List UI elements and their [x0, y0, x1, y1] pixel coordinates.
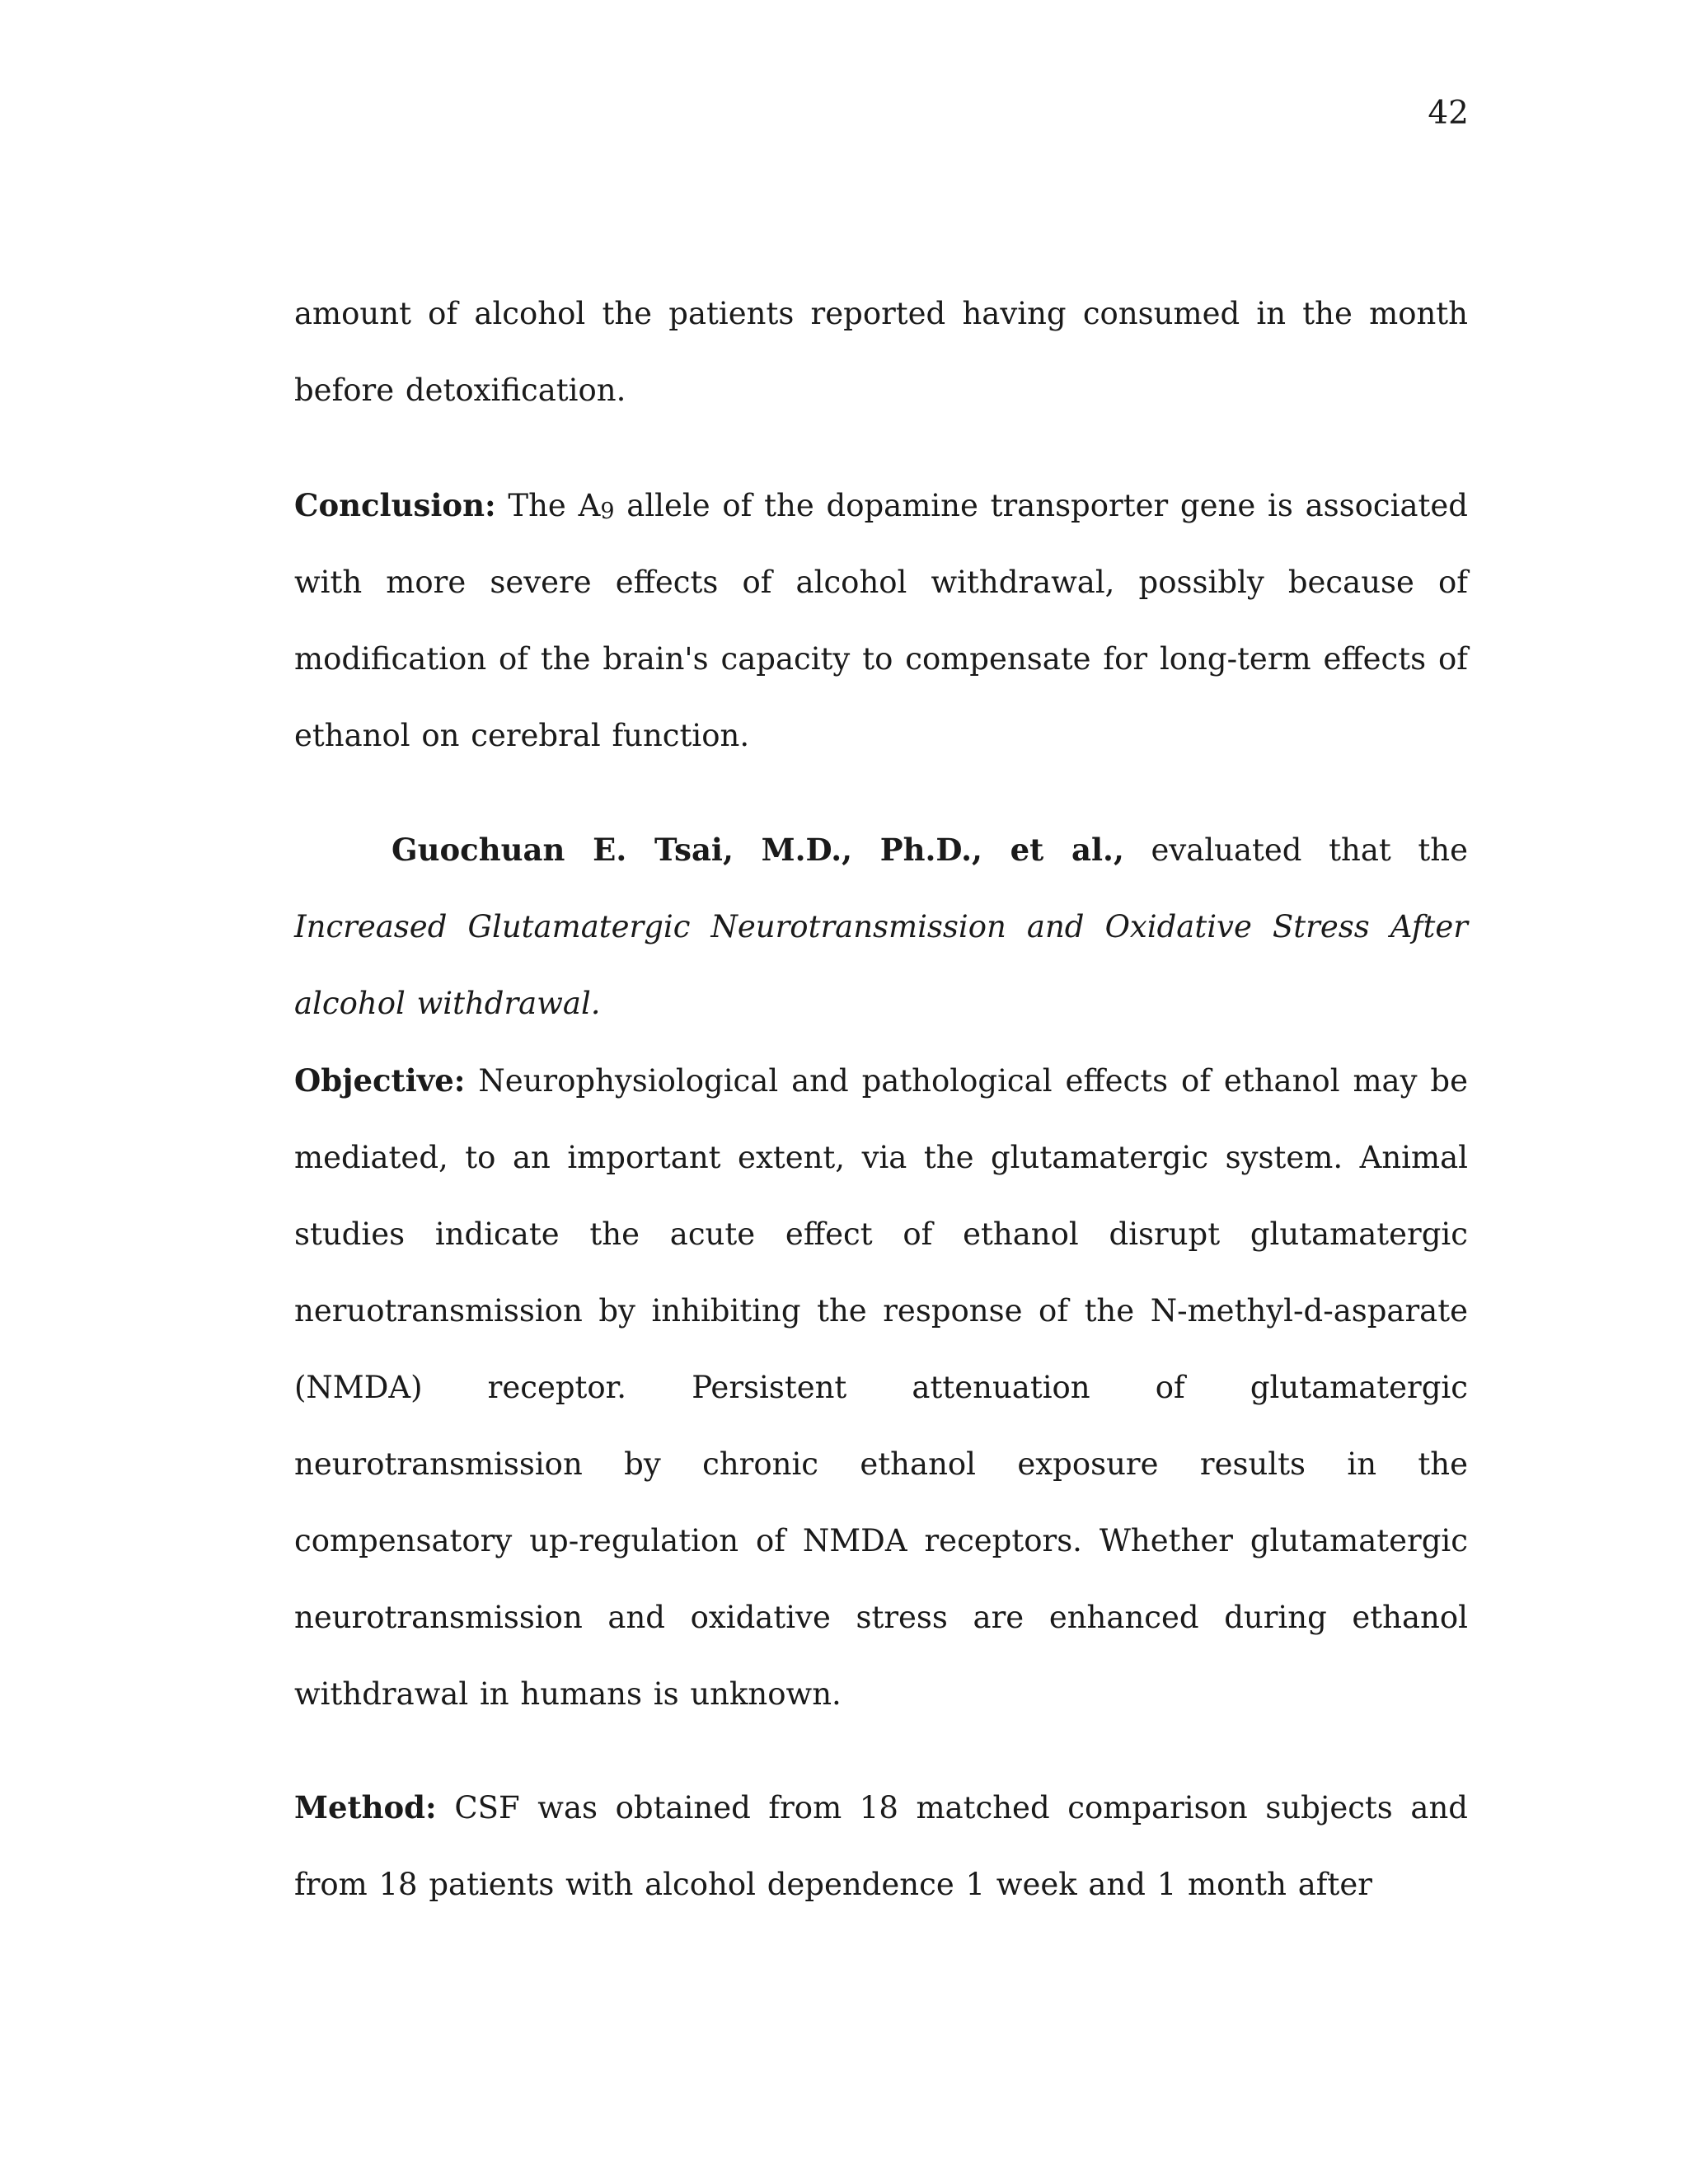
paragraph-conclusion: [294, 467, 1468, 774]
paragraph-objective: [294, 1043, 1468, 1732]
method-label: Method:: [294, 1789, 437, 1825]
citation-author: Guochuan E. Tsai, M.D., Ph.D., et al.,: [392, 832, 1124, 868]
objective-text: Neurophysiological and pathological effects of ethanol may be mediated, to an important extent, via the glutamatergic system. Animal studies indicate the acute effect of ethanol disrupt glutamatergic neruotransmission by inhibiting the response of the N-methyl-d-asparate (NMDA) receptor. Persistent attenuation of glutamatergic neurotransmission by chronic ethanol exposure results in the compensatory up-regulation of NMDA receptors. Whether glutamatergic neurotransmission and oxidative stress are enhanced during ethanol withdrawal in humans is unknown.: [294, 1063, 1468, 1712]
conclusion-text-start: The A: [495, 488, 601, 523]
page-number: 42: [1428, 95, 1469, 132]
paragraph-text: amount of alcohol the patients reported having consumed in the month before detoxification.: [294, 296, 1468, 408]
paragraph-method: [294, 1769, 1468, 1923]
method-text: CSF was obtained from 18 matched comparison subjects and from 18 patients with alcohol dependence 1 week and 1 month after: [294, 1790, 1468, 1902]
allele-subscript: 9: [600, 499, 615, 524]
conclusion-label: Conclusion:: [294, 487, 496, 523]
citation-lead: evaluated that the: [1123, 832, 1468, 868]
conclusion-text-rest: allele of the dopamine transporter gene is associated with more severe effects of alcohol withdrawal, possibly because of modification of the brain's capacity to compensate for long-term effects of ethanol on cerebral function.: [294, 488, 1468, 753]
paragraph-detoxification: [294, 275, 1468, 429]
paragraph-citation: [294, 812, 1468, 1042]
citation-title: Increased Glutamatergic Neurotransmission and Oxidative Stress After alcohol withdrawal.: [294, 909, 1468, 1021]
objective-label: Objective:: [294, 1062, 466, 1099]
